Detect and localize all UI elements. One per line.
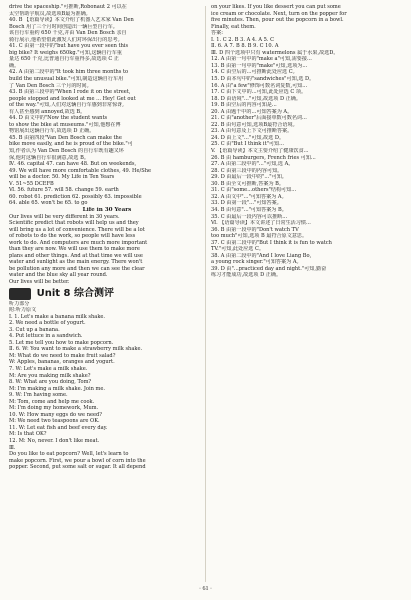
unit-title: Unit 8 综合测评 (36, 287, 114, 299)
answer-explanations (211, 4, 407, 279)
explanation-line: 练习才能成功,故选项 D 正确。 (211, 272, 282, 279)
explanation-line: Finally, eat them. (211, 23, 256, 30)
answer-line: 知,作者认为 Van Den Bosch 的自行车既有趣又环 (9, 148, 124, 155)
explanation-line: 22. B 由句意可知,选项B最符合语境。 (211, 121, 298, 128)
right-column (211, 4, 407, 586)
transcript-line: Ⅲ. (9, 444, 16, 451)
essay-line: of robots to do the work, so people will have less (9, 233, 136, 240)
transcript-line: M: What do we need to make fruit salad? (9, 352, 116, 359)
unit-heading (9, 288, 205, 300)
answer-line: 64. able 65. won't be 65. to go (9, 200, 88, 207)
explanation-line: 28. C 由第三段中的内容可知。 (211, 167, 283, 174)
answer-line: will be a doctor. 50. My Life in Ten Years (9, 174, 115, 181)
answer-line: 量达 650 千克,比普通自行车重得多,故选项 C 正 (9, 56, 119, 63)
transcript-line: 8. W: What are you doing, Tom? (9, 379, 92, 386)
essay-line: plans and other things. And at that time we will use (9, 252, 143, 259)
essay-line: Our lives will be very different in 30 years. (9, 213, 120, 220)
answer-line: 有人甚至感到 annoyed,故选 B。 (9, 108, 86, 115)
explanation-line: 38. A 由第二段中的"And I love Liang Bo, (211, 252, 312, 259)
explanation-line: a young rock singer."可知答案为 A。 (211, 259, 302, 266)
explanation-line: 17. C 由下文中的...可知,此处应选 C 项。 (211, 89, 307, 96)
transcript-line: M: Are you making milk shake? (9, 372, 91, 379)
essay-line: water and sunlight as the main energy. There won't (9, 259, 143, 266)
answer-line: drive the spaceship."可推断,Robonaut 2 可以在 (9, 4, 127, 10)
transcript-line: 9. W: I'm having some. (9, 392, 68, 399)
answer-line: build the unusual bike."可知,制造这辆自行车用 (9, 76, 124, 83)
transcript-line: 10. W: How many eggs do we need? (9, 411, 102, 418)
transcript-line: Ⅱ. 6. W: You want to make a strawberry milk shake. (9, 346, 143, 353)
explanation-line: Ⅲ. D 四个选项中只有 watermelons 属于水果,故选D。 (211, 49, 339, 56)
answer-line: Ⅳ. 46. capital 47. can have 48. But on weekends, (9, 161, 137, 168)
answer-line: Bosch 用了三个月时间创造出一辆巨型自行车。 (9, 23, 118, 30)
explanation-line: TV."可知,此处应选 C。 (211, 246, 264, 253)
answer-line: 确。 (9, 62, 20, 69)
explanation-line: 14. C 由空后的...可推断此处应选 C。 (211, 69, 298, 76)
answer-line: 45. B 由第四段"Van Den Bosch can make the (9, 134, 122, 141)
explanation-line: 30. B 由全文可推断,答案为 B。 (211, 180, 285, 187)
answer-line: 60. robot 61. prediction 62. possibly 63. impossible (9, 193, 142, 200)
answer-line: 41. C 由第一段中的"but have you ever seen this (9, 43, 129, 50)
answer-line: 43. B 由第三段中的"When I rode it on the street, (9, 89, 131, 96)
explanation-line: 15. D 由本句中的"sandwiches"可知,选 D。 (211, 76, 315, 83)
explanation-line: 26. B 由 hamburgers, French fries 可知... (211, 154, 316, 161)
explanation-line: too much"可知,选项 B 最符合原文意思。 (211, 233, 308, 240)
answer-line: 该自行车重约 650 千克,并由 Van Den Bosch 亲自 (9, 30, 127, 37)
transcript-line: 3. Cut up a banana. (9, 326, 60, 333)
transcript-line: Ⅰ. 1. Let's make a banana milk shake. (9, 313, 106, 320)
answer-line: 物馆展出这辆自行车,故选项 D 正确。 (9, 128, 95, 135)
transcript-line: popper. Second, put some salt or sugar. It all depend (9, 464, 146, 471)
section-label: 听力部分 (9, 300, 30, 307)
transcript-line: M: Is that OK? (9, 431, 47, 438)
explanation-line: 34. B 由句意"..."可知答案为 B。 (211, 206, 287, 213)
unit-label-box (9, 288, 31, 300)
essay-line: than they are now. We will use them to make more (9, 246, 140, 253)
transcript-line: make popcorn. First, we pour a bowl of corn into the (9, 457, 146, 464)
explanation-line: 21. C 由"another"后面接单数可数名词... (211, 115, 307, 122)
explanation-line: five minutes. Then, pour out the popcorn in a bowl. (211, 17, 344, 24)
answer-line: people stopped and looked at me ... Hey! Get out (9, 95, 136, 102)
transcript-line: W: Apples, bananas, oranges and yogurt. (9, 359, 115, 366)
explanation-line: 39. D 由"...practiced day and night."可知,勤奋 (211, 265, 327, 272)
explanation-line: 35. C 由最后一段内容可以推断... (211, 213, 288, 220)
page-number: · 61 · (199, 586, 212, 592)
explanation-line: 23. A 由句意及上下文可推断答案。 (211, 128, 293, 135)
essay-title: Life in 30 Years (82, 206, 132, 213)
listening-header: 附:听力原文 (9, 307, 37, 314)
explanation-line: 24. D 由上文"..."可知,故选 D。 (211, 134, 285, 141)
explanation-line: 12. A 由第一句中的"make a"可知,需要接... (211, 56, 312, 63)
answer-line: big bike? It weighs 650kg."可知,这辆自行车重 (9, 49, 122, 56)
transcript-line: M: We need two teaspoons are OK. (9, 418, 100, 425)
essay-line: Our lives will be better. (9, 278, 70, 285)
transcript-line: M: I'm doing my homework, Mum. (9, 405, 99, 412)
sample-essay (9, 214, 205, 286)
transcript-line: 2. We need a bottle of yogurt. (9, 320, 86, 327)
explanation-line: ice cream or chocolate. Next, turn on the popper for (211, 10, 347, 17)
transcript-line: 7. W: Let's make a milk shake. (9, 365, 88, 372)
explanation-line: on your likes. If you like dessert you can put some (211, 4, 341, 10)
listening-transcript (9, 314, 205, 471)
answer-line: to show the bike at museums."可知,他想在博 (9, 121, 121, 128)
transcript-line: Do you like to eat popcorn? Well, let's learn to (9, 451, 129, 458)
explanation-line: V. 【语篇导读】本文主要介绍了健康饮食... (211, 148, 309, 155)
answer-line: of the way."可知,人们对这辆自行车感到非常惊讶, (9, 102, 124, 109)
transcript-line: 11. W: Let eat fish and beef every day. (9, 424, 108, 431)
answer-line: 40. B 【语篇导读】本文介绍了机器人艺术家 Van Den (9, 17, 134, 24)
essay-line: be pollution any more and then we can see the clear (9, 265, 145, 272)
transcript-line: 5. Let me tell you how to make popcorn. (9, 339, 114, 346)
explanation-line: 25. C 由"But I think it"可知... (211, 141, 285, 148)
explanation-line: 31. C 由"some...others"结构可知... (211, 187, 297, 194)
column-divider (205, 6, 206, 582)
answer-line: bike move easily, and he is proud of the bike."可 (9, 141, 133, 148)
explanation-line: Ⅰ. 1. C 2. B 3. A 4. A 5. C (211, 36, 275, 43)
answer-line: 42. A 由第二段中的"It took him three months to (9, 69, 129, 76)
explanation-line: 32. A 由文中"..."可知答案为 A。 (211, 193, 287, 200)
explanation-line: 27. A 由第二段中的"..."可知,选 A。 (211, 161, 294, 168)
answer-line: 49. We will have more comfortable clothes, 49. He/She (9, 167, 151, 174)
answer-line: 太空帮助宇航员,故选项B最为准确。 (9, 10, 91, 17)
left-column (9, 4, 205, 586)
answer-line: 44. D 由文中的"Now the student wants (9, 115, 108, 122)
explanation-line: 13. B 由第一句中的"make"可知,选项为... (211, 62, 308, 69)
explanation-line: Ⅵ. 【语篇导读】本文讲述了日常生活习惯... (211, 220, 311, 227)
explanation-line: 33. D 由第一段"..."可知答案。 (211, 200, 282, 207)
essay-line: will bring us a lot of convenience. There will be a lot (9, 226, 145, 233)
explanation-line: 29. D 由最后一段中的"..."可知。 (211, 174, 287, 181)
explanation-line: 36. B 由第一段中的"Don't watch TV (211, 226, 299, 233)
explanation-line: Ⅱ. 6. A 7. B 8. B 9. C 10. A (211, 43, 279, 50)
answer-line: Ⅵ. 56. future 57. will 58. change 59. earth (9, 187, 119, 194)
essay-line: Scientific predict that robots will help us and they (9, 220, 139, 227)
answer-line: 保,他对这辆自行车很满意,故选 B。 (9, 154, 89, 161)
transcript-line: 12. M: No, never. I don't like meat. (9, 438, 100, 444)
transcript-line: M: Tom, come and help me cook. (9, 398, 95, 405)
explanation-line: 答案: (211, 30, 223, 37)
answer-line: 了 Van Den Bosch 三个月的时间。 (9, 82, 92, 89)
answer-line: Ⅴ. 51~55 DCEFB (9, 180, 54, 187)
answer-line: 骑行展示,他希望借此激发人们对环保出行的思考。 (9, 36, 123, 43)
transcript-line: 4. Put lettuce in a sandwich. (9, 333, 83, 340)
explanation-line: 19. B 由空后的内容可知是... (211, 102, 277, 109)
explanation-line: 20. A 由题干中的...可知答案为 A。 (211, 108, 293, 115)
essay-line: work to do. And computers are much more important (9, 239, 148, 246)
answer-key-list (9, 4, 205, 207)
explanation-line: 37. C 由第二段中的"But I think it is fun to watch (211, 239, 332, 246)
transcript-line: M: I'm making a milk shake. Join me. (9, 385, 105, 392)
explanation-line: 16. A 由"a few"修饰可数名词复数,可知... (211, 82, 308, 89)
essay-line: water and the blue sky all year round. (9, 272, 108, 279)
explanation-line: 18. D 由语境"..."可知,故选项 D 正确。 (211, 95, 301, 102)
